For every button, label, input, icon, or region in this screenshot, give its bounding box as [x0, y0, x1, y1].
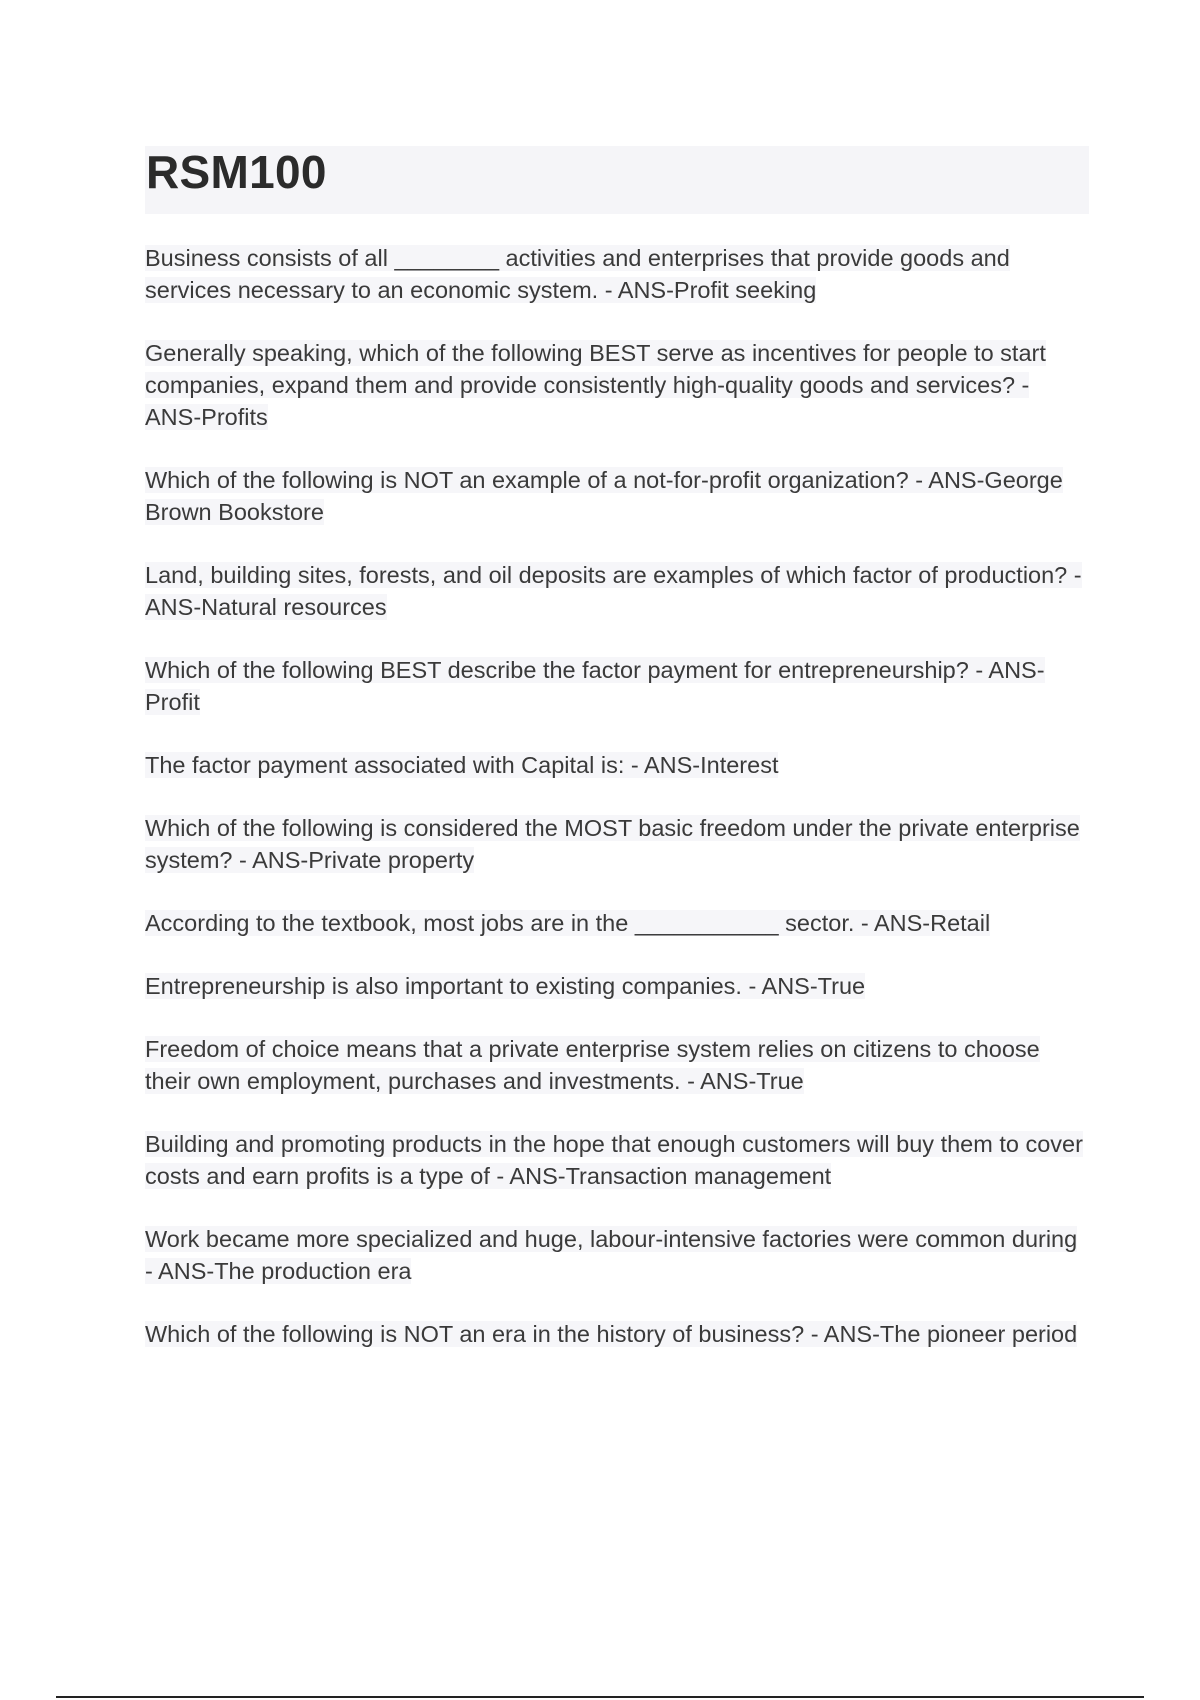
footer-rule — [56, 1696, 1144, 1698]
qa-text: Work became more specialized and huge, labour-intensive factories were common during - ANS-The production era — [145, 1226, 1078, 1284]
document-title: RSM100 — [146, 146, 327, 198]
qa-text: Which of the following is considered the MOST basic freedom under the private enterprise system? - ANS-Private property — [145, 815, 1080, 873]
qa-item — [145, 654, 1085, 718]
qa-list — [145, 242, 1085, 1381]
qa-text: Land, building sites, forests, and oil deposits are examples of which factor of production? - ANS-Natural resources — [145, 562, 1082, 620]
qa-item — [145, 242, 1085, 306]
qa-item — [145, 812, 1085, 876]
qa-text: The factor payment associated with Capital is: - ANS-Interest — [145, 752, 779, 778]
qa-text: Generally speaking, which of the following BEST serve as incentives for people to start companies, expand them and provide consistently high-quality goods and services? - ANS-Profits — [145, 340, 1046, 430]
qa-item — [145, 1223, 1085, 1287]
qa-text: Building and promoting products in the hope that enough customers will buy them to cover costs and earn profits is a type of - ANS-Transaction management — [145, 1131, 1083, 1189]
qa-text: Entrepreneurship is also important to existing companies. - ANS-True — [145, 973, 866, 999]
qa-text: Freedom of choice means that a private enterprise system relies on citizens to choose their own employment, purchases and investments. - ANS-True — [145, 1036, 1040, 1094]
qa-item — [145, 559, 1085, 623]
qa-text: Which of the following is NOT an era in the history of business? - ANS-The pioneer period — [145, 1321, 1078, 1347]
qa-item — [145, 749, 1085, 781]
qa-item — [145, 1033, 1085, 1097]
qa-item — [145, 464, 1085, 528]
qa-text: Business consists of all ________ activities and enterprises that provide goods and services necessary to an economic system. - ANS-Profit seeking — [145, 245, 1010, 303]
qa-text: According to the textbook, most jobs are in the ___________ sector. - ANS-Retail — [145, 910, 991, 936]
qa-text: Which of the following BEST describe the factor payment for entrepreneurship? - ANS-Profit — [145, 657, 1045, 715]
qa-item — [145, 1128, 1085, 1192]
qa-item — [145, 337, 1085, 433]
qa-item — [145, 907, 1085, 939]
qa-item — [145, 970, 1085, 1002]
qa-item — [145, 1318, 1085, 1350]
qa-text: Which of the following is NOT an example of a not-for-profit organization? - ANS-George Brown Bookstore — [145, 467, 1063, 525]
